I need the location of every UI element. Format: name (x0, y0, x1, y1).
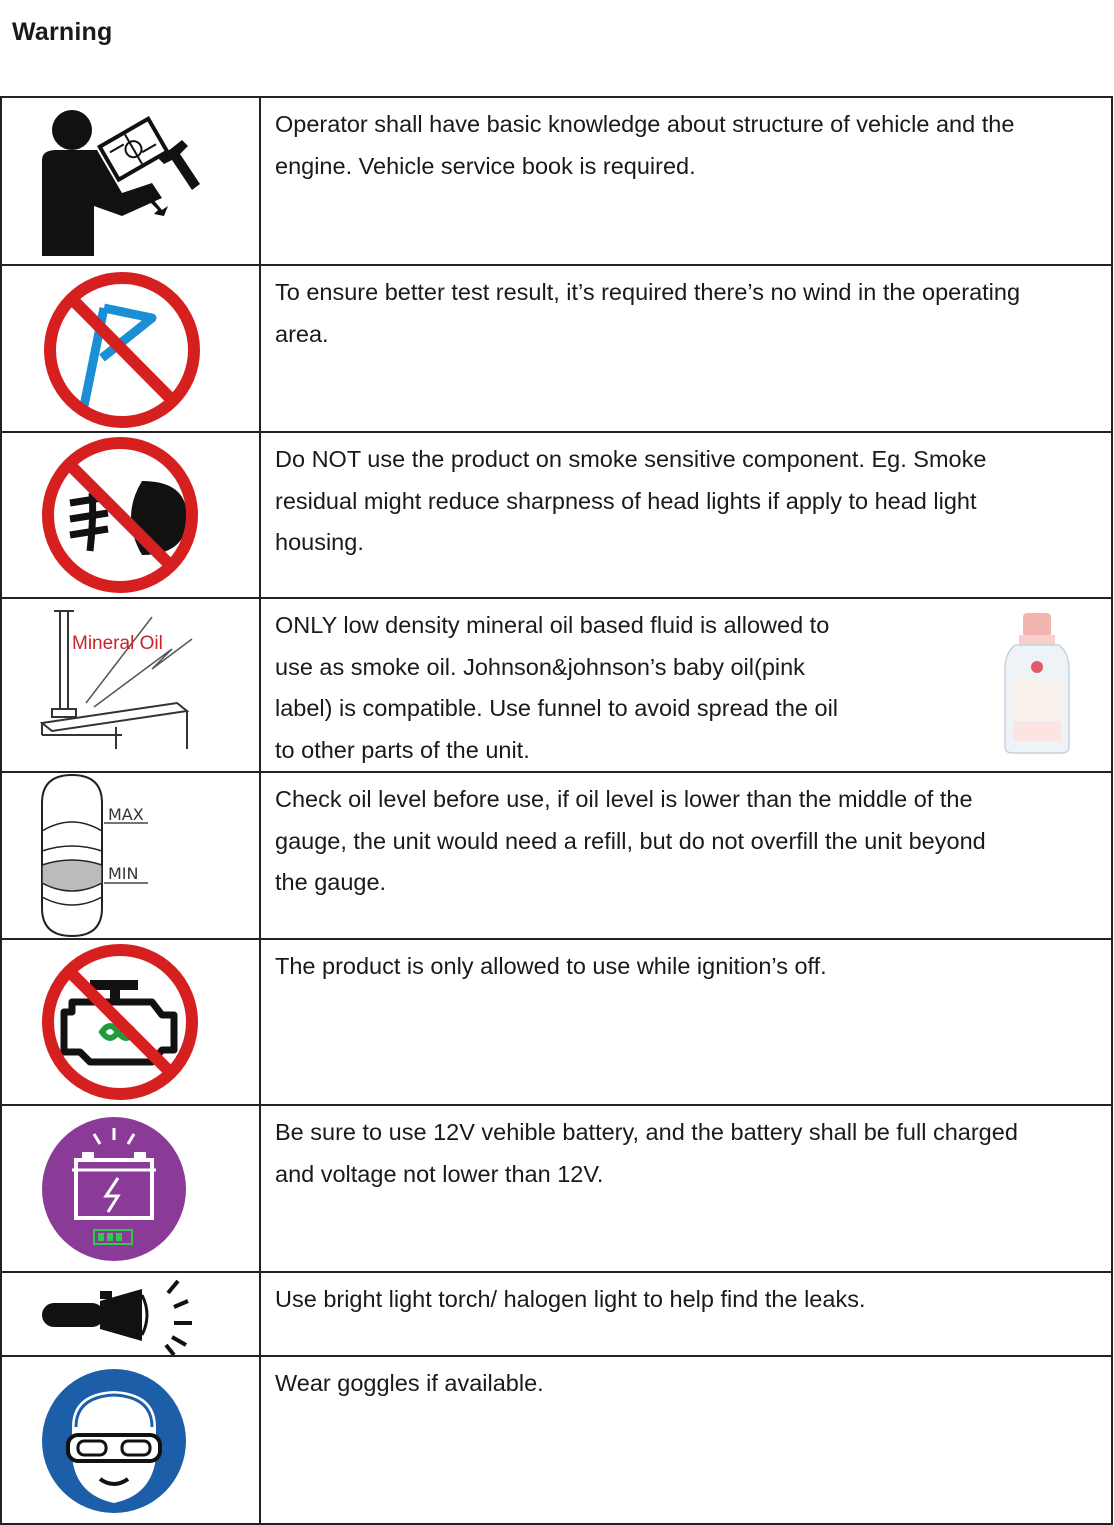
mineral-oil-label: Mineral Oil (72, 633, 163, 654)
max-label: MAX (108, 805, 144, 824)
baby-oil-bottle-image (963, 609, 1093, 762)
warning-text: The product is only allowed to use while ignition’s off. (275, 953, 827, 979)
table-row (1, 1105, 1112, 1272)
operator-manual-icon (2, 98, 259, 264)
no-headlight-icon (2, 433, 259, 597)
warning-text: Do NOT use the product on smoke sensitive component. Eg. Smoke residual might reduce sharpness of head lights if apply to head light housing. (275, 446, 987, 555)
table-row (1, 1356, 1112, 1524)
warning-text: Use bright light torch/ halogen light to help find the leaks. (275, 1286, 866, 1312)
table-row (1, 432, 1112, 598)
table-row (1, 97, 1112, 265)
warning-text: To ensure better test result, it’s required there’s no wind in the operating area. (275, 279, 1021, 347)
table-row (1, 939, 1112, 1105)
table-row (1, 772, 1112, 939)
warning-text: Be sure to use 12V vehible battery, and the battery shall be full charged and voltage not lower than 12V. (275, 1119, 1018, 1187)
no-engine-running-icon (2, 940, 259, 1104)
mineral-oil-icon (2, 599, 259, 771)
goggles-icon (2, 1357, 259, 1523)
warning-text: Check oil level before use, if oil level is lower than the middle of the gauge, the unit would need a refill, but do not overfill the unit beyond the gauge. (275, 786, 986, 895)
warning-text: Operator shall have basic knowledge about structure of vehicle and the engine. Vehicle service book is required. (275, 111, 1015, 179)
battery-icon (2, 1106, 259, 1271)
table-row (1, 598, 1112, 772)
min-label: MIN (108, 864, 139, 883)
torch-icon (2, 1273, 259, 1355)
page-title: Warning (12, 18, 113, 46)
warning-text: Wear goggles if available. (275, 1370, 544, 1396)
oil-gauge-icon (2, 773, 259, 938)
no-wind-icon (2, 266, 259, 431)
table-row (1, 265, 1112, 432)
warning-table (0, 96, 1113, 1525)
table-row (1, 1272, 1112, 1356)
warning-text: ONLY low density mineral oil based fluid is allowed to use as smoke oil. Johnson&johnson’s baby oil(pink label) is compatible. Use funnel to avoid spread the oil to other parts of the unit. (275, 612, 839, 763)
